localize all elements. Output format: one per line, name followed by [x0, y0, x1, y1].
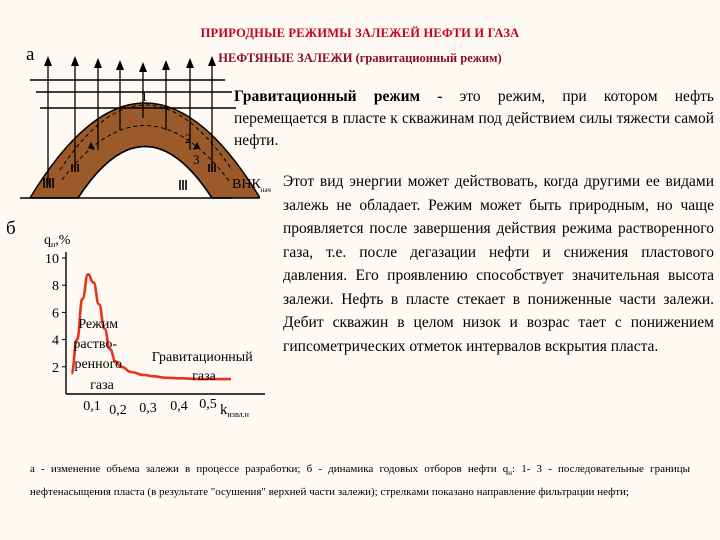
slide-title: ПРИРОДНЫЕ РЕЖИМЫ ЗАЛЕЖЕЙ НЕФТИ И ГАЗА	[200, 26, 520, 40]
production-chart	[0, 222, 285, 432]
y-tick-label: 2	[52, 360, 59, 376]
vnk-label: $ВНК_{нач}$	[232, 177, 271, 194]
figure-a-label: а	[26, 44, 35, 65]
oil-zone	[30, 103, 260, 198]
x-tick-label: 0,4	[170, 399, 188, 414]
y-tick-label: 8	[52, 279, 59, 295]
description-paragraph: Этот вид энергии может действовать, когда другими ее видами залежь не обладает. Режим может быть природным, но чаще проявляется после завершения действия режима растворенного газа, т.е. после дегазации нефти и снижения пластового давления. Его проявлению способствует значительная высота залежи. Нефть в пласте стекает в пониженные части залежи. Дебит скважин в целом низок и возрас тает с понижением гипсометрических отметок интервалов вскрытия пласта.	[283, 173, 714, 355]
figure-caption: а - изменение объема залежи в процессе разработки; б - динамика годовых отборов нефти $q_н$: 1- 3 - последовательные границы нефтенасыщения пласта (в результате "осушения" верхней части залежи); стрелками показано направление фильтрации нефти;	[30, 463, 690, 499]
x-tick-label: 0,2	[109, 403, 127, 418]
reservoir-diagram	[0, 0, 260, 230]
y-tick-label: 6	[52, 306, 59, 322]
slide-subtitle: НЕФТЯНЫЕ ЗАЛЕЖИ (гравитационный режим)	[218, 51, 502, 65]
figure-b-label: б	[6, 218, 16, 239]
region-solution-gas: Режим раство- ренного газа	[73, 317, 123, 393]
region-gravitational: Гравитационный газа	[151, 350, 253, 384]
y-tick-label: 4	[52, 333, 59, 349]
boundary-label-2: 2	[185, 131, 192, 146]
x-tick-label: 0,1	[83, 399, 101, 414]
x-axis-title: $k_{извл.н}$	[220, 402, 249, 419]
boundary-label-3: 3	[193, 152, 200, 167]
y-tick-label: 10	[45, 252, 59, 267]
x-tick-label: 0,3	[139, 401, 157, 416]
x-tick-label: 0,5	[199, 397, 217, 412]
definition-paragraph: Гравитационный режим - это режим, при котором нефть перемещается в пласте к скважинам под действием силы тяжести самой нефти.	[234, 88, 714, 149]
boundary-label-1: 1	[141, 89, 148, 104]
y-axis-title: $q_н,\%$	[44, 233, 71, 249]
